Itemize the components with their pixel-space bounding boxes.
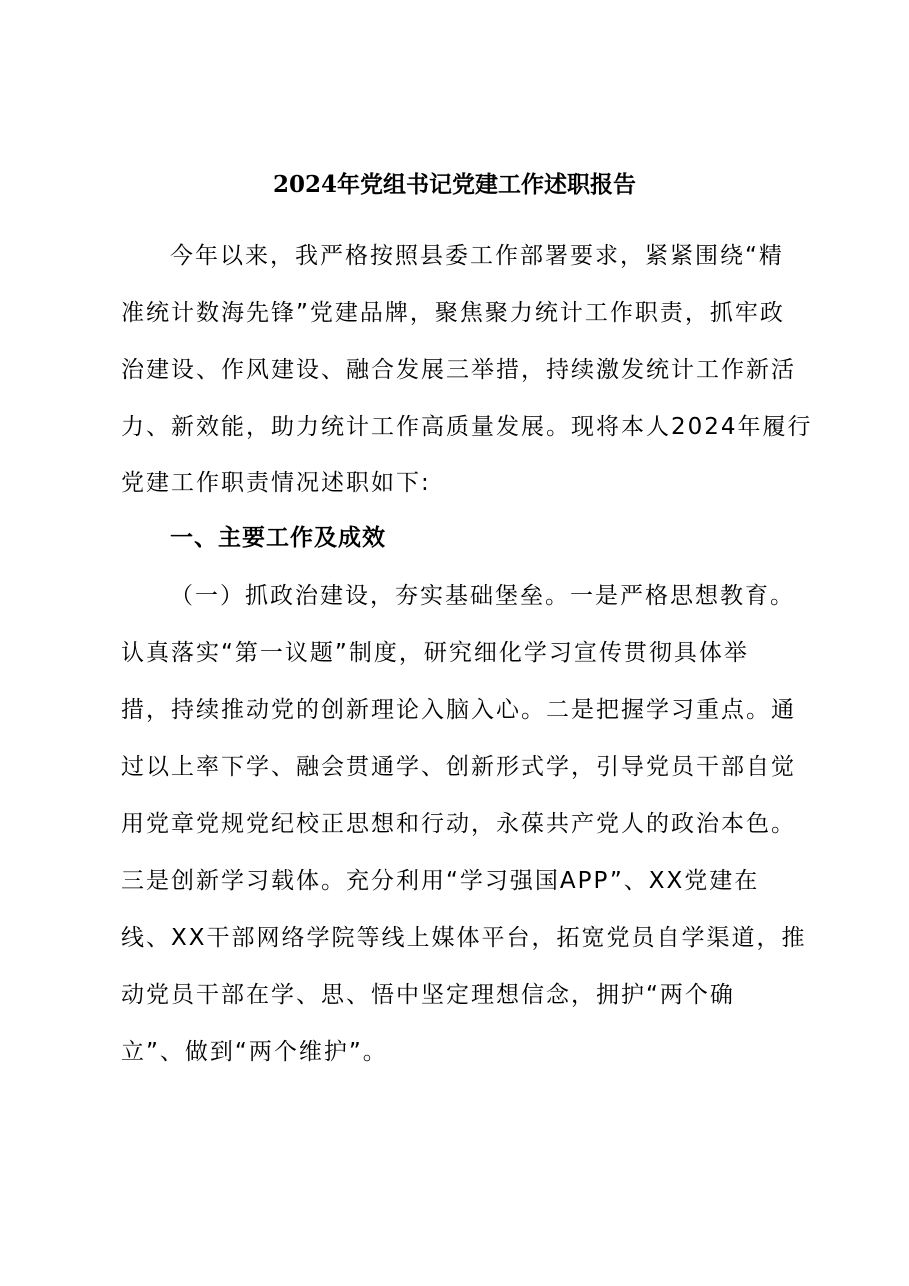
paragraph-line: 党建工作职责情况述职如下: <box>121 470 431 496</box>
document-title: 2024年党组书记党建工作述职报告 <box>272 171 636 198</box>
paragraph-line: 措，持续推动党的创新理论入脑入心。二是把握学习重点。通 <box>121 697 796 723</box>
section-heading: 一、主要工作及成效 <box>170 525 386 551</box>
paragraph-line: 三是创新学习载体。充分利用“学习强国APP”、XX党建在 <box>121 868 760 894</box>
paragraph-line: 线、XX干部网络学院等线上媒体平台，拓宽党员自学渠道，推 <box>121 925 807 951</box>
paragraph-line: 过以上率下学、融会贯通学、创新形式学，引导党员干部自觉 <box>121 754 796 780</box>
paragraph-line: 动党员干部在学、思、悟中坚定理想信念，拥护“两个确 <box>121 982 735 1008</box>
paragraph-line: 治建设、作风建设、融合发展三举措，持续激发统计工作新活 <box>121 357 796 383</box>
paragraph-line: 用党章党规党纪校正思想和行动，永葆共产党人的政治本色。 <box>121 811 796 837</box>
paragraph-line: 认真落实“第一议题”制度，研究细化学习宣传贯彻具体举 <box>121 640 749 666</box>
paragraph-line: 立”、做到“两个维护”。 <box>121 1039 388 1065</box>
paragraph-line: （一）抓政治建设，夯实基础堡垒。一是严格思想教育。 <box>170 583 795 609</box>
paragraph-line: 准统计数海先锋”党建品牌，聚焦聚力统计工作职责，抓牢政 <box>121 300 785 326</box>
paragraph-line: 力、新效能，助力统计工作高质量发展。现将本人2024年履行 <box>121 414 813 440</box>
paragraph-line: 今年以来，我严格按照县委工作部署要求，紧紧围绕“精 <box>170 243 784 269</box>
